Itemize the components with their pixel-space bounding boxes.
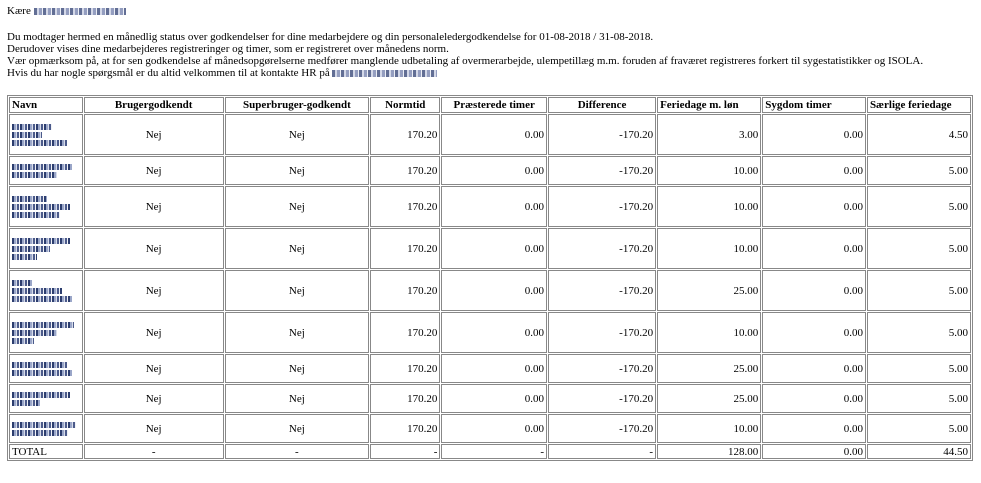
cell-superbruger: Nej (225, 384, 370, 413)
intro-line-3: Vær opmærksom på, at for sen godkendelse af månedsopgørelserne medfører manglende udbetaling af overmerarbejde, ulempetillæg m.m. foruden af fraværet registreres forkert til sygestatistikker og ISOLA. (7, 55, 924, 67)
total-feriedage: 128.00 (657, 444, 761, 459)
employee-status-table (7, 95, 973, 461)
cell-difference: -170.20 (548, 156, 656, 185)
cell-praesterede: 0.00 (441, 384, 547, 413)
cell-brugergodkendt: Nej (84, 114, 224, 155)
cell-feriedage: 3.00 (657, 114, 761, 155)
cell-sygdom: 0.00 (762, 228, 866, 269)
cell-saerlige: 5.00 (867, 414, 971, 443)
cell-superbruger: Nej (225, 186, 370, 227)
cell-feriedage: 10.00 (657, 312, 761, 353)
contact-text: Hvis du har nogle spørgsmål er du altid velkommen til at kontakte HR på (7, 67, 330, 79)
total-praesterede: - (441, 444, 547, 459)
cell-superbruger: Nej (225, 312, 370, 353)
intro-text (7, 31, 981, 79)
header-feriedage: Feriedage m. løn (657, 97, 761, 113)
header-brugergodkendt: Brugergodkendt (84, 97, 224, 113)
table-row (9, 384, 971, 413)
total-saerlige: 44.50 (867, 444, 971, 459)
table-row (9, 186, 971, 227)
cell-saerlige: 5.00 (867, 384, 971, 413)
cell-feriedage: 10.00 (657, 228, 761, 269)
cell-difference: -170.20 (548, 114, 656, 155)
cell-normtid: 170.20 (370, 384, 440, 413)
redacted-name (9, 354, 83, 383)
cell-sygdom: 0.00 (762, 186, 866, 227)
cell-difference: -170.20 (548, 384, 656, 413)
cell-normtid: 170.20 (370, 270, 440, 311)
table-row (9, 354, 971, 383)
header-normtid: Normtid (370, 97, 440, 113)
header-sygdom-timer: Sygdom timer (762, 97, 866, 113)
cell-brugergodkendt: Nej (84, 156, 224, 185)
cell-difference: -170.20 (548, 270, 656, 311)
header-navn: Navn (9, 97, 83, 113)
cell-sygdom: 0.00 (762, 384, 866, 413)
cell-saerlige: 4.50 (867, 114, 971, 155)
total-label: TOTAL (9, 444, 83, 459)
cell-sygdom: 0.00 (762, 156, 866, 185)
cell-superbruger: Nej (225, 270, 370, 311)
cell-sygdom: 0.00 (762, 354, 866, 383)
table-row (9, 414, 971, 443)
cell-praesterede: 0.00 (441, 270, 547, 311)
cell-saerlige: 5.00 (867, 228, 971, 269)
cell-praesterede: 0.00 (441, 354, 547, 383)
cell-difference: -170.20 (548, 312, 656, 353)
header-superbruger: Superbruger-godkendt (225, 97, 370, 113)
table-row (9, 270, 971, 311)
cell-superbruger: Nej (225, 114, 370, 155)
cell-normtid: 170.20 (370, 228, 440, 269)
cell-brugergodkendt: Nej (84, 312, 224, 353)
cell-praesterede: 0.00 (441, 114, 547, 155)
cell-praesterede: 0.00 (441, 312, 547, 353)
table-row (9, 114, 971, 155)
header-saerlige-feriedage: Særlige feriedage (867, 97, 971, 113)
redacted-name (9, 414, 83, 443)
cell-normtid: 170.20 (370, 312, 440, 353)
redacted-name (9, 312, 83, 353)
cell-praesterede: 0.00 (441, 186, 547, 227)
cell-normtid: 170.20 (370, 186, 440, 227)
cell-brugergodkendt: Nej (84, 414, 224, 443)
table-row (9, 312, 971, 353)
cell-feriedage: 25.00 (657, 270, 761, 311)
salutation-line (7, 5, 981, 17)
cell-brugergodkendt: Nej (84, 228, 224, 269)
redacted-name (9, 384, 83, 413)
cell-feriedage: 10.00 (657, 156, 761, 185)
redacted-name (9, 186, 83, 227)
cell-superbruger: Nej (225, 354, 370, 383)
table-total-row (9, 444, 971, 459)
cell-saerlige: 5.00 (867, 354, 971, 383)
cell-sygdom: 0.00 (762, 114, 866, 155)
cell-normtid: 170.20 (370, 114, 440, 155)
cell-difference: -170.20 (548, 228, 656, 269)
cell-normtid: 170.20 (370, 354, 440, 383)
cell-normtid: 170.20 (370, 156, 440, 185)
cell-praesterede: 0.00 (441, 156, 547, 185)
cell-normtid: 170.20 (370, 414, 440, 443)
table-row (9, 156, 971, 185)
cell-feriedage: 25.00 (657, 384, 761, 413)
cell-feriedage: 10.00 (657, 414, 761, 443)
cell-saerlige: 5.00 (867, 156, 971, 185)
intro-line-4 (7, 67, 981, 79)
table-row (9, 228, 971, 269)
cell-praesterede: 0.00 (441, 414, 547, 443)
cell-feriedage: 10.00 (657, 186, 761, 227)
cell-superbruger: Nej (225, 156, 370, 185)
cell-difference: -170.20 (548, 186, 656, 227)
redacted-name (9, 270, 83, 311)
total-brugergodkendt: - (84, 444, 224, 459)
total-normtid: - (370, 444, 440, 459)
total-sygdom: 0.00 (762, 444, 866, 459)
header-difference: Difference (548, 97, 656, 113)
cell-superbruger: Nej (225, 414, 370, 443)
redacted-hr-email (332, 70, 437, 77)
cell-brugergodkendt: Nej (84, 354, 224, 383)
redacted-recipient-name (34, 8, 126, 15)
cell-saerlige: 5.00 (867, 270, 971, 311)
cell-superbruger: Nej (225, 228, 370, 269)
cell-brugergodkendt: Nej (84, 384, 224, 413)
cell-difference: -170.20 (548, 414, 656, 443)
total-superbruger: - (225, 444, 370, 459)
cell-difference: -170.20 (548, 354, 656, 383)
cell-sygdom: 0.00 (762, 414, 866, 443)
header-praesterede-timer: Præsterede timer (441, 97, 547, 113)
cell-feriedage: 25.00 (657, 354, 761, 383)
total-difference: - (548, 444, 656, 459)
cell-saerlige: 5.00 (867, 186, 971, 227)
redacted-name (9, 114, 83, 155)
redacted-name (9, 228, 83, 269)
cell-sygdom: 0.00 (762, 312, 866, 353)
cell-brugergodkendt: Nej (84, 186, 224, 227)
salutation: Kære (7, 5, 31, 17)
intro-line-2: Derudover vises dine medarbejderes registreringer og timer, som er registreret over månedens norm. (7, 43, 449, 55)
cell-saerlige: 5.00 (867, 312, 971, 353)
cell-brugergodkendt: Nej (84, 270, 224, 311)
table-header-row (9, 97, 971, 113)
redacted-name (9, 156, 83, 185)
cell-sygdom: 0.00 (762, 270, 866, 311)
cell-praesterede: 0.00 (441, 228, 547, 269)
intro-line-1: Du modtager hermed en månedlig status over godkendelser for dine medarbejdere og din personaleledergodkendelse for 01-08-2018 / 31-08-2018. (7, 31, 654, 43)
